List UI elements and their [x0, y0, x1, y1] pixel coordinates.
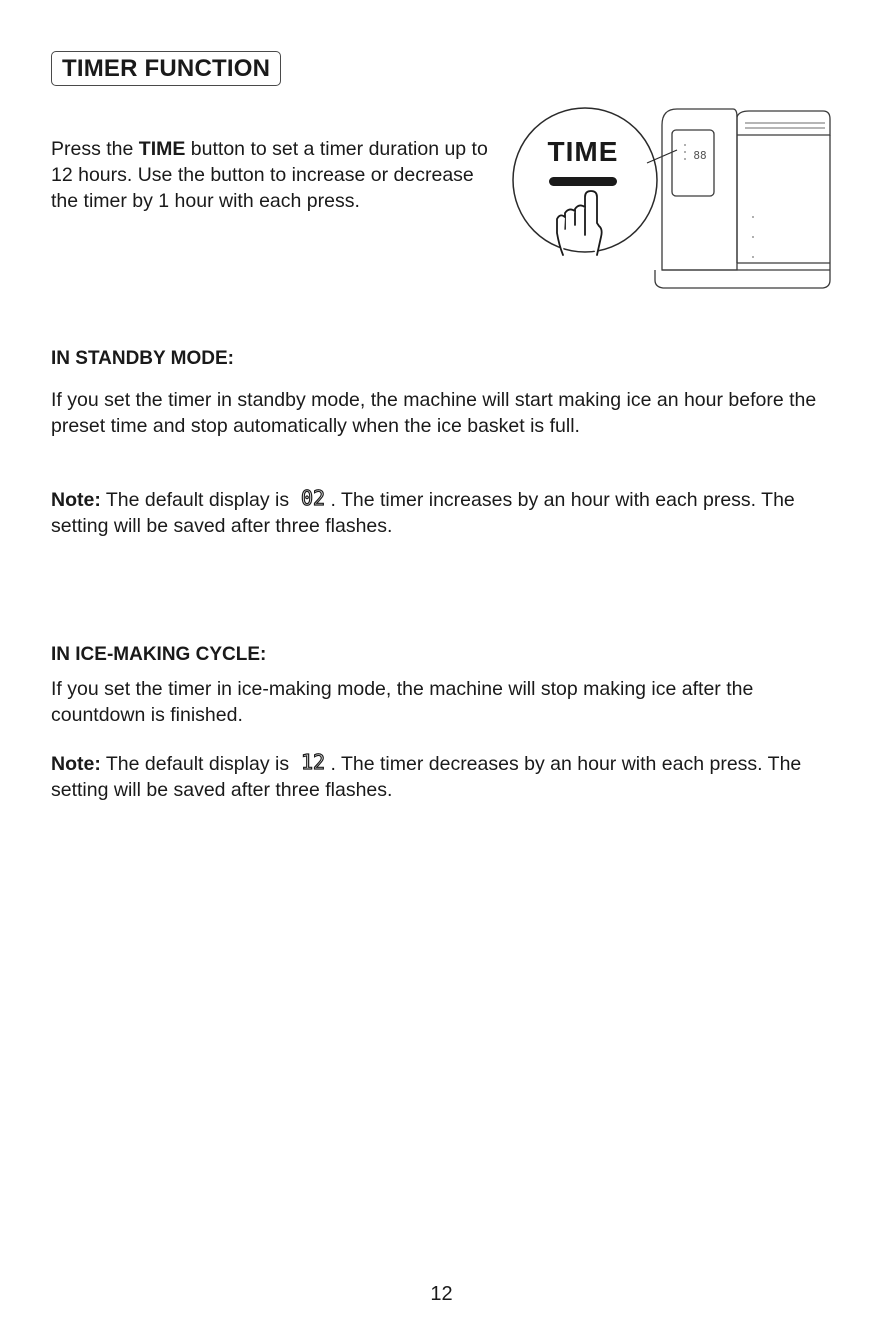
intro-suffix: button to set a timer duration up to 12 hours. Use the button to increase or decrease the timer by 1 hour with each press. [51, 138, 488, 212]
standby-note-label: Note: [51, 489, 101, 511]
standby-heading: IN STANDBY MODE: [51, 348, 234, 369]
icemaking-note-after: . The timer decreases by an hour with each press. The setting will be saved after three flashes. [51, 753, 802, 801]
standby-note-before: The default display is [100, 489, 295, 511]
time-button-bar [549, 177, 617, 186]
standby-note [51, 487, 841, 539]
intro-prefix: Press the [51, 138, 139, 160]
section-title-box [51, 51, 281, 86]
standby-segment-display [298, 487, 328, 509]
section-title: TIMER FUNCTION [62, 54, 271, 82]
ice-maker-illustration [505, 95, 835, 300]
standby-body: If you set the timer in standby mode, the machine will start making ice an hour before the preset time and stop automatically when the ice basket is full. [51, 389, 817, 437]
page-number: 12 [430, 1283, 453, 1305]
icemaking-note-label: Note: [51, 753, 101, 775]
control-panel [672, 130, 714, 196]
ice-maker-machine [655, 109, 830, 288]
intro-bold-time: TIME [138, 138, 186, 160]
icemaking-body: If you set the timer in ice-making mode, the machine will stop making ice after the countdown is finished. [51, 678, 754, 726]
intro-paragraph [51, 136, 496, 214]
icemaking-segment-display [298, 751, 328, 773]
time-button-label: TIME [547, 136, 619, 167]
icemaking-heading: IN ICE-MAKING CYCLE: [51, 644, 267, 665]
standby-display-value: 02 [300, 487, 325, 509]
icemaking-note-before: The default display is [100, 753, 295, 775]
standby-note-after: . The timer increases by an hour with each press. The setting will be saved after three flashes. [51, 489, 795, 537]
panel-display-digits: 88 [693, 149, 707, 162]
icemaking-note [51, 751, 841, 803]
icemaking-display-value: 12 [300, 751, 325, 773]
